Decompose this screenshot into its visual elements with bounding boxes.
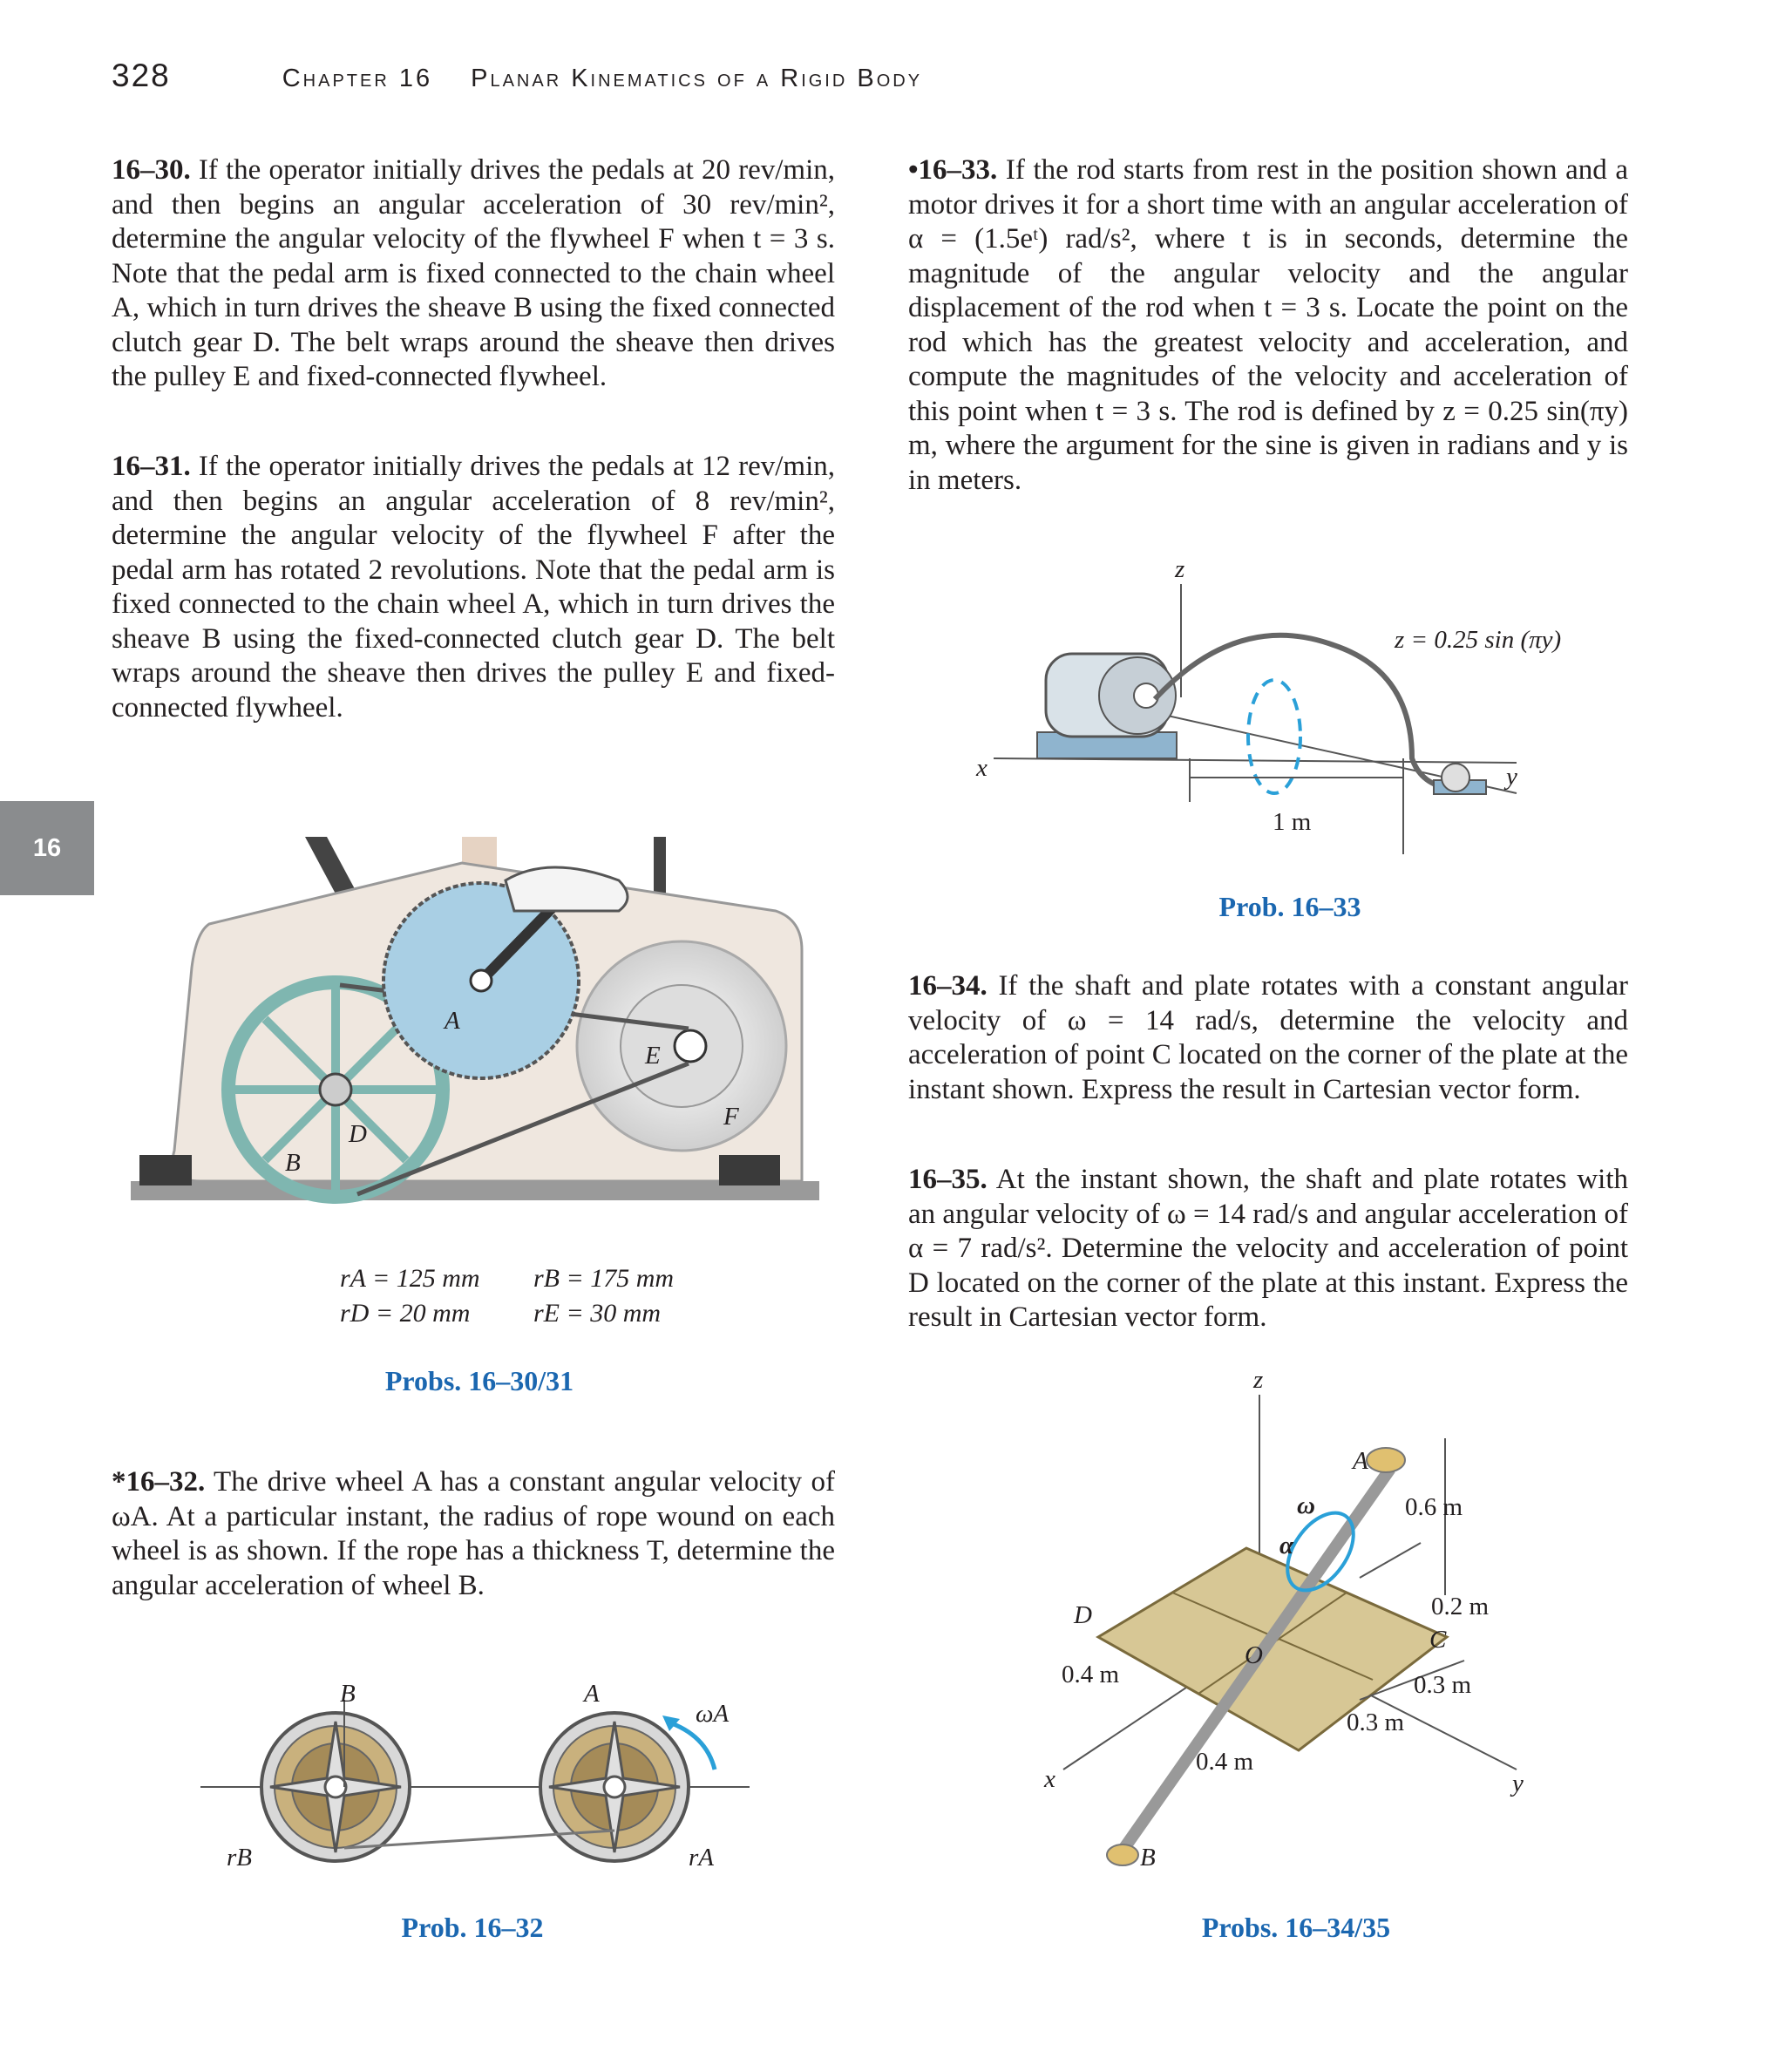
problem-16-34 xyxy=(908,969,1628,1107)
problem-16-32 xyxy=(112,1465,835,1603)
foot-right xyxy=(719,1155,780,1185)
problem-text: If the operator initially drives the pedals at 20 rev/min, and then begins an angular acceleration of 30 rev/min², determine the angular velocity of the flywheel F when t = 3 s. Note that the pedal arm is fixed connected to the chain wheel A, which in turn drives the sheave B using the fixed connected clutch gear D. The belt wraps around the sheave then drives the pulley E and fixed-connected flywheel. xyxy=(112,154,835,392)
problem-16-33 xyxy=(908,153,1628,498)
label-e: E xyxy=(645,1042,661,1070)
chain-wheel-hub xyxy=(471,970,492,991)
problem-number: 16–31. xyxy=(112,451,191,482)
problem-text: The drive wheel A has a constant angular velocity of ωA. At a particular instant, the radius of rope wound on each wheel is as shown. If the rope has a thickness T, determine the angular acceleration of wheel B. xyxy=(112,1466,835,1601)
label-d: D xyxy=(1074,1601,1092,1629)
rod xyxy=(1155,635,1451,789)
caption-probs-16-30-31: Probs. 16–30/31 xyxy=(384,1365,574,1396)
radius-re: rE = 30 mm xyxy=(533,1299,662,1328)
bearing xyxy=(1434,764,1486,794)
problem-number: 16–30. xyxy=(112,154,191,186)
radius-rb: rB = 175 mm xyxy=(533,1264,675,1293)
label-rb: rB xyxy=(227,1844,252,1872)
problem-number: •16–33. xyxy=(908,154,998,186)
label-ra: rA xyxy=(689,1844,714,1872)
exercise-bike-figure xyxy=(131,828,828,1255)
shoe xyxy=(506,867,628,911)
running-head xyxy=(112,58,922,101)
label-x: x xyxy=(976,754,988,782)
label-0-3m-a: 0.3 m xyxy=(1414,1671,1472,1699)
chapter-title: Planar Kinematics of a Rigid Body xyxy=(471,65,923,92)
problem-text: If the rod starts from rest in the position shown and a motor drives it for a short time with an angular acceleration of α = (1.5eᵗ) rad/s², where t is in seconds, determine the magnitude of the angular velocity and the angular displacement of the rod when t = 3 s. Locate the point on the rod which has the greatest velocity and acceleration, and compute the magnitudes of the velocity and acceleration of this point when t = 3 s. The rod is defined by z = 0.25 sin(πy) m, where the argument for the sine is given in radians and y is in meters. xyxy=(908,154,1629,496)
reels-figure xyxy=(192,1674,767,1874)
label-z: z xyxy=(1175,555,1185,583)
caption-prob-16-32: Prob. 16–32 xyxy=(401,1912,544,1943)
label-y: y xyxy=(1506,763,1517,791)
radius-rd: rD = 20 mm xyxy=(340,1299,471,1328)
page-number: 328 xyxy=(112,58,171,93)
bearing-a xyxy=(1367,1448,1405,1472)
label-d: D xyxy=(349,1120,367,1148)
wheel-b xyxy=(261,1713,410,1861)
label-a: A xyxy=(445,1007,460,1035)
rod-motor-figure xyxy=(959,549,1569,863)
floor xyxy=(131,1181,819,1200)
motor xyxy=(1037,654,1177,758)
label-b: B xyxy=(285,1149,301,1177)
problem-16-31 xyxy=(112,450,835,725)
label-0-3m-b: 0.3 m xyxy=(1347,1709,1405,1736)
plate-shaft-figure xyxy=(1011,1360,1551,1883)
wheel-a xyxy=(540,1713,689,1861)
label-x: x xyxy=(1044,1765,1055,1793)
clutch-gear-d xyxy=(320,1074,351,1105)
label-y: y xyxy=(1512,1770,1524,1797)
label-alpha: α xyxy=(1279,1532,1294,1559)
label-c: C xyxy=(1429,1626,1447,1654)
label-a: A xyxy=(1353,1447,1368,1475)
problem-text: At the instant shown, the shaft and plate rotates with an angular velocity of ω = 14 rad/s and angular acceleration of α = 7 rad/s². Determine the velocity and acceleration of point D located on the corner of the plate at this instant. Express the result in Cartesian vector form. xyxy=(908,1164,1628,1333)
chapter-tab: 16 xyxy=(0,801,94,895)
problem-text: If the shaft and plate rotates with a constant angular velocity of ω = 14 rad/s, determine the velocity and acceleration of point C located on the corner of the plate at the instant shown. Express the result in Cartesian vector form. xyxy=(908,970,1629,1105)
label-z: z xyxy=(1253,1366,1264,1394)
label-0-2m: 0.2 m xyxy=(1431,1593,1490,1620)
bearing-b xyxy=(1107,1844,1138,1865)
label-b: B xyxy=(340,1680,356,1708)
problem-number: *16–32. xyxy=(112,1466,206,1498)
problem-16-35 xyxy=(908,1163,1628,1335)
label-0-6m: 0.6 m xyxy=(1405,1493,1463,1521)
label-o: O xyxy=(1245,1641,1263,1669)
label-b: B xyxy=(1140,1844,1156,1872)
label-omega: ω xyxy=(1297,1491,1315,1519)
chapter-label: Chapter 16 xyxy=(282,65,433,92)
problem-16-30 xyxy=(112,153,835,395)
dim-02 xyxy=(1360,1543,1421,1578)
label-dim-1m: 1 m xyxy=(1273,808,1312,836)
label-a: A xyxy=(584,1680,600,1708)
radius-ra: rA = 125 mm xyxy=(340,1264,480,1293)
rotation-arrow xyxy=(1248,680,1300,793)
problem-text: If the operator initially drives the pedals at 12 rev/min, and then begins an angular acceleration of 8 rev/min², determine the angular velocity of the flywheel F after the pedal arm has rotated 2 revolutions. Note that the pedal arm is fixed connected to the chain wheel A, which in turn drives the sheave B using the fixed-connected clutch gear D. The belt wraps around the sheave then drives the pulley E and fixed-connected flywheel. xyxy=(112,451,835,724)
problem-number: 16–34. xyxy=(908,970,988,1002)
label-0-4m-b: 0.4 m xyxy=(1196,1748,1254,1776)
problem-number: 16–35. xyxy=(908,1164,988,1195)
label-curve: z = 0.25 sin (πy) xyxy=(1395,626,1562,654)
caption-probs-16-34-35: Probs. 16–34/35 xyxy=(1201,1912,1391,1943)
label-0-4m-a: 0.4 m xyxy=(1062,1661,1120,1688)
pulley-e xyxy=(675,1030,706,1062)
caption-prob-16-33: Prob. 16–33 xyxy=(1218,891,1361,922)
foot-left xyxy=(139,1155,192,1185)
label-f: F xyxy=(723,1103,739,1131)
label-omega-a: ωA xyxy=(696,1700,730,1728)
